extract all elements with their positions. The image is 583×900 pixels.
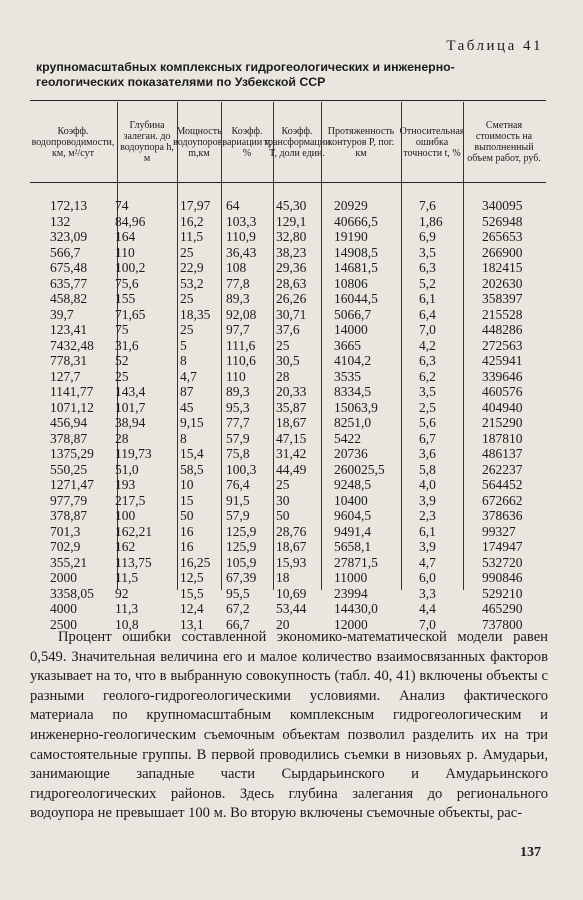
- table-row: [30, 415, 546, 431]
- table-cell: 10,69: [276, 585, 307, 601]
- table-cell: 18,67: [276, 415, 307, 430]
- table-cell: 28,76: [276, 523, 307, 539]
- table-cell: 25: [180, 322, 194, 337]
- table-cell: 15,93: [276, 554, 307, 570]
- table-cell: 4000: [50, 601, 77, 616]
- table-cell: 1141,77: [50, 384, 94, 399]
- table-cell: 108: [226, 260, 247, 275]
- table-cell: 110: [115, 244, 135, 260]
- table-cell: 4,2: [419, 337, 436, 353]
- table-cell: 6,0: [419, 570, 436, 585]
- table-cell: 701,3: [50, 523, 81, 539]
- table-cell: 15,4: [180, 446, 204, 461]
- table-cell: 9,15: [180, 415, 204, 430]
- table-cell: 16044,5: [334, 291, 378, 306]
- table-cell: 6,7: [419, 430, 436, 446]
- table-row: [30, 570, 546, 586]
- table-cell: 100: [115, 508, 136, 523]
- table-cell: 77,8: [226, 275, 250, 291]
- table-row: [30, 601, 546, 617]
- table-cell: 5,8: [419, 461, 436, 477]
- header-col-4: Коэфф. вариации v, %: [222, 125, 272, 159]
- table-cell: 45: [180, 399, 194, 415]
- table-cell: 52: [115, 353, 129, 368]
- table-body: [30, 198, 546, 632]
- table-row: [30, 431, 546, 447]
- table-cell: 91,5: [226, 492, 250, 508]
- table-cell: 339646: [482, 368, 523, 384]
- table-cell: 193: [115, 477, 136, 492]
- table-cell: 45,30: [276, 198, 307, 213]
- table-cell: 18: [276, 570, 290, 585]
- table-row: [30, 353, 546, 369]
- table-cell: 529210: [482, 585, 523, 601]
- table-cell: 58,5: [180, 461, 204, 477]
- table-cell: 15,5: [180, 585, 204, 601]
- table-cell: 217,5: [115, 492, 146, 508]
- table-cell: 262237: [482, 461, 523, 477]
- table-cell: 67,2: [226, 601, 250, 616]
- table-cell: 77,7: [226, 415, 250, 430]
- table-cell: 7,0: [419, 616, 436, 632]
- table-cell: 182415: [482, 260, 523, 275]
- table-cell: 127,7: [50, 368, 81, 384]
- table-row: [30, 307, 546, 323]
- table-cell: 3535: [334, 368, 361, 384]
- table-cell: 16,25: [180, 554, 211, 570]
- table-cell: 30: [276, 492, 290, 508]
- table-cell: 74: [115, 198, 129, 213]
- table-cell: 4,7: [180, 368, 197, 384]
- table-cell: 215528: [482, 306, 523, 322]
- table-cell: 100,2: [115, 260, 146, 275]
- table-cell: 6,3: [419, 260, 436, 275]
- table-cell: 6,9: [419, 229, 436, 244]
- table-row: [30, 198, 546, 214]
- table-cell: 3,5: [419, 244, 436, 260]
- table-cell: 4104,2: [334, 353, 372, 368]
- table-cell: 75,8: [226, 446, 250, 461]
- table-cell: 36,43: [226, 244, 257, 260]
- table-cell: 486137: [482, 446, 523, 461]
- table-cell: 6,2: [419, 368, 436, 384]
- table-cell: 84,96: [115, 213, 146, 229]
- table-cell: 71,65: [115, 306, 146, 322]
- table-cell: 1271,47: [50, 477, 94, 492]
- table-cell: 57,9: [226, 430, 250, 446]
- table-cell: 11000: [334, 570, 368, 585]
- table-cell: 378636: [482, 508, 523, 523]
- table-cell: 15: [180, 492, 194, 508]
- table-row: [30, 260, 546, 276]
- table-cell: 101,7: [115, 399, 146, 415]
- table-cell: 25: [180, 291, 194, 306]
- table-cell: 12,4: [180, 601, 204, 616]
- table-cell: 18,67: [276, 539, 307, 554]
- table-cell: 187810: [482, 430, 523, 446]
- table-row: [30, 229, 546, 245]
- table-cell: 2,5: [419, 399, 436, 415]
- table-cell: 20: [276, 616, 290, 632]
- table-cell: 31,6: [115, 337, 139, 353]
- table-cell: 19190: [334, 229, 368, 244]
- table-cell: 11,5: [180, 229, 204, 244]
- table-cell: 2,3: [419, 508, 436, 523]
- table-cell: 30,5: [276, 353, 300, 368]
- table-cell: 14681,5: [334, 260, 378, 275]
- table-row: [30, 338, 546, 354]
- table-cell: 28: [115, 430, 129, 446]
- table-cell: 11,5: [115, 570, 139, 585]
- table-row: [30, 462, 546, 478]
- table-cell: 66,7: [226, 616, 250, 632]
- table-cell: 25: [180, 244, 194, 260]
- table-cell: 22,9: [180, 260, 204, 275]
- table-cell: 355,21: [50, 554, 88, 570]
- table-cell: 7432,48: [50, 337, 94, 353]
- table-cell: 99327: [482, 523, 516, 539]
- table-cell: 12,5: [180, 570, 204, 585]
- table-cell: 125,9: [226, 523, 257, 539]
- table-cell: 458,82: [50, 291, 88, 306]
- table-cell: 16: [180, 539, 194, 554]
- table-cell: 14908,5: [334, 244, 378, 260]
- table-cell: 3,5: [419, 384, 436, 399]
- table-cell: 40666,5: [334, 213, 378, 229]
- table-cell: 9491,4: [334, 523, 372, 539]
- table-cell: 5066,7: [334, 306, 372, 322]
- table-cell: 25: [115, 368, 129, 384]
- table-cell: 9248,5: [334, 477, 372, 492]
- table-cell: 132: [50, 213, 71, 229]
- table-cell: 27871,5: [334, 554, 378, 570]
- table-cell: 532720: [482, 554, 523, 570]
- table-cell: 110,9: [226, 229, 256, 244]
- table-cell: 378,87: [50, 430, 88, 446]
- table-cell: 28: [276, 368, 290, 384]
- table-row: [30, 586, 546, 602]
- table-cell: 10806: [334, 275, 368, 291]
- table-cell: 456,94: [50, 415, 88, 430]
- table-cell: 266900: [482, 244, 523, 260]
- header-col-2: Глубина залеган. до водоупора h, м: [120, 120, 174, 164]
- table-row: [30, 291, 546, 307]
- table-cell: 465290: [482, 601, 523, 616]
- table-cell: 675,48: [50, 260, 88, 275]
- table-row: [30, 508, 546, 524]
- table-cell: 67,39: [226, 570, 257, 585]
- table-cell: 89,3: [226, 384, 250, 399]
- table-cell: 97,7: [226, 322, 250, 337]
- table-cell: 105,9: [226, 554, 257, 570]
- table-row: [30, 384, 546, 400]
- table-top-rule: [30, 100, 546, 101]
- table-cell: 25: [276, 477, 290, 492]
- table-cell: 260025,5: [334, 461, 385, 477]
- table-cell: 6,1: [419, 523, 436, 539]
- table-cell: 10: [180, 477, 194, 492]
- table-cell: 75: [115, 322, 129, 337]
- table-cell: 12000: [334, 616, 368, 632]
- table-cell: 37,6: [276, 322, 300, 337]
- table-cell: 95,3: [226, 399, 250, 415]
- table-cell: 10,8: [115, 616, 139, 632]
- header-col-7: Относительная ошибка точности t, %: [399, 125, 465, 159]
- table-cell: 3,6: [419, 446, 436, 461]
- header-col-6: Протяженность контуров P, пог. км: [327, 125, 395, 159]
- table-cell: 143,4: [115, 384, 146, 399]
- table-cell: 265653: [482, 229, 523, 244]
- table-cell: 4,7: [419, 554, 436, 570]
- table-cell: 3665: [334, 337, 361, 353]
- table-cell: 5422: [334, 430, 361, 446]
- table-cell: 16,2: [180, 213, 204, 229]
- table-cell: 20736: [334, 446, 368, 461]
- table-row: [30, 446, 546, 462]
- table-cell: 38,23: [276, 244, 307, 260]
- table-cell: 111,6: [226, 337, 256, 353]
- table-cell: 110,6: [226, 353, 256, 368]
- table-cell: 990846: [482, 570, 523, 585]
- table-header-rule: [30, 182, 546, 183]
- table-cell: 110: [226, 368, 246, 384]
- table-cell: 17,97: [180, 198, 211, 213]
- table-cell: 4,0: [419, 477, 436, 492]
- table-cell: 15063,9: [334, 399, 378, 415]
- table-cell: 566,7: [50, 244, 81, 260]
- header-col-1: Коэфф. водопроводимости, км, м²/сут: [31, 125, 115, 159]
- table-cell: 89,3: [226, 291, 250, 306]
- table-caption: крупномасштабных комплексных гидрогеологических и инженерно-геологических показателями по Узбекской ССР: [36, 60, 455, 89]
- table-cell: 3358,05: [50, 585, 94, 601]
- table-cell: 113,75: [115, 554, 152, 570]
- table-cell: 13,1: [180, 616, 204, 632]
- table-cell: 778,31: [50, 353, 88, 368]
- table-cell: 87: [180, 384, 194, 399]
- table-cell: 5,6: [419, 415, 436, 430]
- table-cell: 10400: [334, 492, 368, 508]
- table-cell: 8: [180, 353, 187, 368]
- table-cell: 100,3: [226, 461, 257, 477]
- table-cell: 64: [226, 198, 240, 213]
- table-row: [30, 214, 546, 230]
- table-cell: 702,9: [50, 539, 81, 554]
- table-cell: 404940: [482, 399, 523, 415]
- table-cell: 635,77: [50, 275, 88, 291]
- table-cell: 8334,5: [334, 384, 372, 399]
- table-row: [30, 322, 546, 338]
- table-cell: 215290: [482, 415, 523, 430]
- table-row: [30, 369, 546, 385]
- table-cell: 737800: [482, 616, 523, 632]
- table-cell: 103,3: [226, 213, 257, 229]
- table-cell: 162: [115, 539, 136, 554]
- table-cell: 50: [180, 508, 194, 523]
- table-cell: 30,71: [276, 306, 307, 322]
- table-cell: 31,42: [276, 446, 307, 461]
- page-number: 137: [520, 845, 541, 860]
- table-cell: 28,63: [276, 275, 307, 291]
- table-cell: 129,1: [276, 213, 307, 229]
- table-row: [30, 245, 546, 261]
- table-cell: 53,2: [180, 275, 204, 291]
- header-col-8: Сметная стоимость на выполненный объем работ, руб.: [467, 120, 541, 164]
- table-cell: 47,15: [276, 430, 307, 446]
- table-cell: 7,6: [419, 198, 436, 213]
- header-col-5: Коэфф. трансформации T, доли един.: [263, 125, 331, 159]
- table-cell: 26,26: [276, 291, 307, 306]
- table-cell: 164: [115, 229, 136, 244]
- table-cell: 95,5: [226, 585, 250, 601]
- table-cell: 460576: [482, 384, 523, 399]
- table-cell: 340095: [482, 198, 523, 213]
- table-cell: 7,0: [419, 322, 436, 337]
- table-cell: 550,25: [50, 461, 88, 477]
- table-cell: 4,4: [419, 601, 436, 616]
- table-cell: 672662: [482, 492, 523, 508]
- table-cell: 32,80: [276, 229, 307, 244]
- table-row: [30, 276, 546, 292]
- table-cell: 14430,0: [334, 601, 378, 616]
- table-cell: 977,79: [50, 492, 88, 508]
- table-cell: 92,08: [226, 306, 257, 322]
- table-cell: 5: [180, 337, 187, 353]
- table-cell: 39,7: [50, 306, 74, 322]
- body-paragraph: [30, 628, 548, 824]
- table-cell: 123,41: [50, 322, 88, 337]
- table-row: [30, 493, 546, 509]
- table-cell: 53,44: [276, 601, 307, 616]
- table-cell: 2000: [50, 570, 77, 585]
- table-number-label: Таблица 41: [446, 38, 543, 54]
- table-header: [30, 102, 546, 182]
- table-cell: 25: [276, 337, 290, 353]
- table-row: [30, 477, 546, 493]
- table-cell: 1,86: [419, 213, 443, 229]
- table-cell: 162,21: [115, 523, 153, 539]
- table-cell: 75,6: [115, 275, 139, 291]
- table-cell: 6,3: [419, 353, 436, 368]
- table-cell: 2500: [50, 616, 77, 632]
- table-cell: 20929: [334, 198, 368, 213]
- table-cell: 425941: [482, 353, 523, 368]
- table-cell: 174947: [482, 539, 523, 554]
- table-cell: 6,4: [419, 306, 436, 322]
- paragraph-text: Процент ошибки составленной экономико-математической модели равен 0,549. Значительная величина его и малое количество взаимосвязанных факторов указывает на то, что в выбранную совокупность (табл. 40, 41) включены объекты с разными геолого-гидрогеологическими условиями. Анализ фактического материала по крупномасштабным комплексным гидрогеологическим и инженерно-геологическим съемочным объектам позволил разделить их на три самостоятельные группы. В первой проводились съемки в низовьях р. Амударьи, занимающие западные части Сырдарьинского и Амударьинского гидрогеологических районов. Здесь глубина залегания до регионального водоупора не превышает 100 м. Во вторую включены съемочные объекты, рас-: [30, 629, 548, 822]
- table-cell: 202630: [482, 275, 523, 291]
- table-cell: 92: [115, 585, 129, 601]
- table-row: [30, 524, 546, 540]
- table-cell: 8: [180, 430, 187, 446]
- table-cell: 76,4: [226, 477, 250, 492]
- table-row: [30, 555, 546, 571]
- table-cell: 9604,5: [334, 508, 372, 523]
- table-cell: 5,2: [419, 275, 436, 291]
- table-cell: 3,9: [419, 492, 436, 508]
- table-cell: 6,1: [419, 291, 436, 306]
- table-row: [30, 400, 546, 416]
- table-cell: 50: [276, 508, 290, 523]
- table-cell: 1071,12: [50, 399, 94, 415]
- table-cell: 18,35: [180, 306, 211, 322]
- table-cell: 44,49: [276, 461, 307, 477]
- header-col-3: Мощность водоупоров, m,км: [173, 125, 225, 159]
- table-cell: 378,87: [50, 508, 88, 523]
- table-cell: 14000: [334, 322, 368, 337]
- table-cell: 20,33: [276, 384, 307, 399]
- table-cell: 119,73: [115, 446, 152, 461]
- table-cell: 51,0: [115, 461, 139, 477]
- table-cell: 564452: [482, 477, 523, 492]
- table-cell: 1375,29: [50, 446, 94, 461]
- table-cell: 57,9: [226, 508, 250, 523]
- table-cell: 358397: [482, 291, 523, 306]
- table-cell: 172,13: [50, 198, 88, 213]
- table-cell: 526948: [482, 213, 523, 229]
- table-cell: 125,9: [226, 539, 257, 554]
- table-cell: 38,94: [115, 415, 146, 430]
- table-cell: 35,87: [276, 399, 307, 415]
- table-cell: 323,09: [50, 229, 88, 244]
- table-cell: 11,3: [115, 601, 139, 616]
- table-row: [30, 539, 546, 555]
- table-cell: 16: [180, 523, 194, 539]
- table-cell: 23994: [334, 585, 368, 601]
- table-cell: 29,36: [276, 260, 307, 275]
- table-cell: 155: [115, 291, 136, 306]
- table-cell: 5658,1: [334, 539, 372, 554]
- table-cell: 3,3: [419, 585, 436, 601]
- table-cell: 448286: [482, 322, 523, 337]
- table-cell: 8251,0: [334, 415, 372, 430]
- table-cell: 3,9: [419, 539, 436, 554]
- table-cell: 272563: [482, 337, 523, 353]
